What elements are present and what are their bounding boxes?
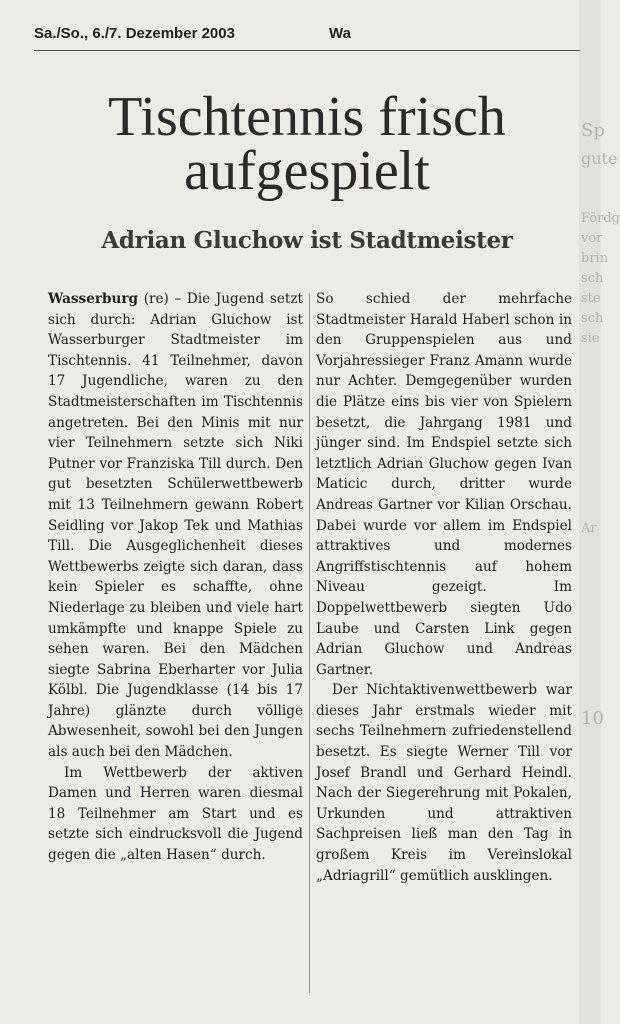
page-header bbox=[34, 24, 580, 51]
adjacent-page-edge bbox=[579, 0, 620, 1024]
article-paragraph: Im Wettbewerb der aktiven Damen und Herren waren diesmal 18 Teilnehmer am Start und es setzte sich eindrucksvoll die Jugend gegen die „alten Hasen“ durch. bbox=[48, 764, 303, 864]
bleed-text-line: gute bbox=[581, 149, 618, 168]
headline-line: aufgespielt bbox=[184, 140, 430, 202]
bleed-text-line: Sp bbox=[581, 120, 605, 141]
article-paragraph: Der Nichtaktivenwettbewerb war dieses Jahr erstmals wieder mit sechs Teilnehmern zufriedenstellend besetzt. Es siegte Werner Till vor Josef Brandl und Gerhard Heindl. Nach der Siegerehrung mit Pokalen, Urkunden und attraktiven Sachpreisen ließ man den Tag in großem Kreis im Vereinslokal „Adriagrill“ gemütlich ausklingen. bbox=[316, 682, 572, 884]
dateline-place: Wasserburg bbox=[48, 291, 139, 307]
issue-date: Sa./So., 6./7. Dezember 2003 bbox=[34, 25, 235, 42]
paragraph-text: (re) – Die Jugend setzt sich durch: Adrian Gluchow ist Wasserburger Stadtmeister im Tischtennis. 41 Teilnehmer, davon 17 Jugendliche, waren zu den Stadtmeisterschaften im Tischtennis angetreten. Bei den Minis mit nur vier Teilnehmern setzte sich Niki Putner vor Franziska Till durch. Den gut besetzten Schülerwettbewerb mit 13 Teilnehmern gewann Robert Seidling vor Jakop Tek und Mathias Till. Die Ausgeglichenheit dieses Wettbewerbs zeigte sich daran, dass kein Spieler es schaffte, ohne Niederlage zu bleiben und viele hart umkämpfte und knappe Spiele zu sehen waren. Bei den Mädchen siegte Sabrina Eberharter vor Julia Kölbl. Die Jugendklasse (14 bis 17 Jahre) glänzte durch völlige Abwesenheit, sowohl bei den Jungen als auch bei den Mädchen. bbox=[48, 291, 303, 761]
bleed-text-line: vor bbox=[581, 231, 603, 246]
headline bbox=[34, 86, 580, 202]
bleed-text-line: brin bbox=[581, 251, 609, 266]
article-column-left bbox=[48, 289, 303, 866]
bleed-text-line: Ar bbox=[581, 521, 597, 536]
headline-line: Tischtennis frisch bbox=[108, 86, 506, 148]
bleed-text-line: ste bbox=[581, 291, 601, 306]
article-paragraph bbox=[48, 289, 303, 763]
bleed-text-line: 10 bbox=[581, 708, 604, 729]
bleed-text-line: Fördg bbox=[581, 211, 620, 226]
bleed-text-line: sch bbox=[581, 271, 604, 286]
bleed-text-line: sch bbox=[581, 311, 604, 326]
article-paragraph: So schied der mehrfache Stadtmeister Harald Haberl schon in den Gruppenspielen aus und Vorjahressieger Franz Amann wurde nur Achter. Demgegenüber wurden die Plätze eins bis vier von Spielern besetzt, die Jahrgang 1981 und jünger sind. Im Endspiel setzte sich letztlich Adrian Gluchow gegen Ivan Maticic durch, dritter wurde Andreas Gartner vor Kilian Orschau. Dabei wurde vor allem im Endspiel attraktives und modernes Angriffstischtennis auf hohem Niveau gezeigt. Im Doppelwettbewerb siegten Udo Laube und Carsten Link gegen Adrian Gluchow und Andreas Gartner. bbox=[316, 291, 572, 678]
subheadline: Adrian Gluchow ist Stadtmeister bbox=[101, 227, 513, 254]
column-divider bbox=[309, 293, 310, 993]
bleed-text-line: sie bbox=[581, 331, 600, 346]
edition-code: Wa bbox=[329, 25, 351, 42]
article-column-right bbox=[316, 289, 572, 886]
